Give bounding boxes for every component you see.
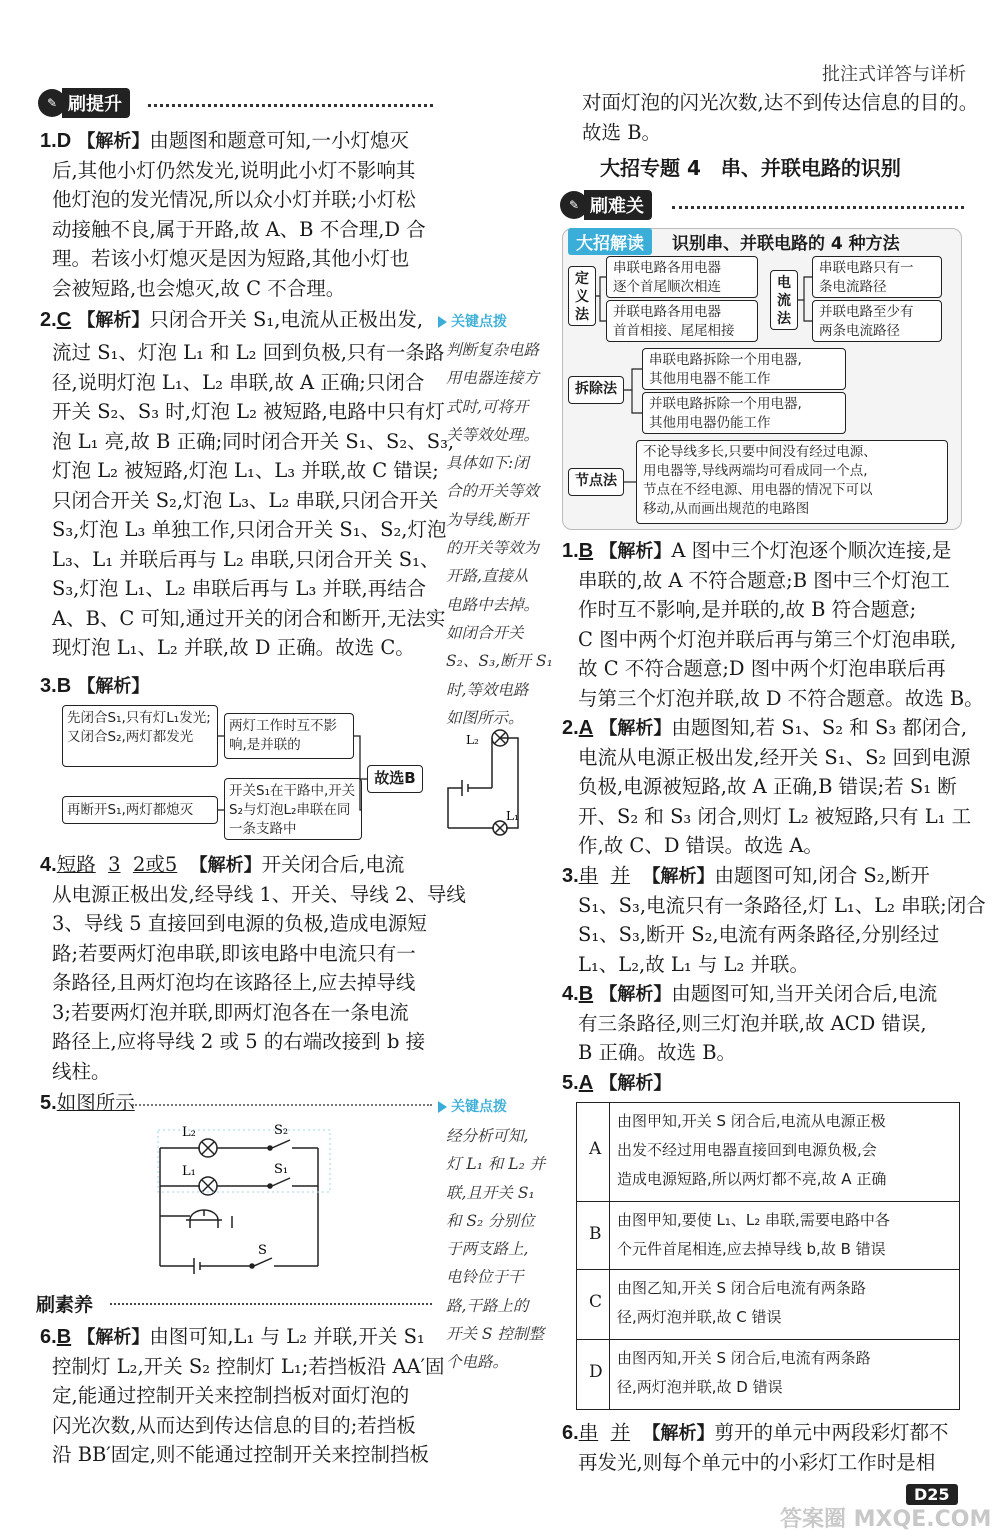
left-q1-line3: 他灯泡的发光情况,所以众小灯并联;小灯松: [52, 188, 416, 211]
method-chaichu: 拆除法: [568, 376, 624, 404]
left-q6-line5: 沿 BB′固定,则不能通过控制开关来控制挡板: [52, 1443, 429, 1466]
label-S2: S₂: [274, 1123, 289, 1138]
left-q4-line3: 3、导线 5 直接回到电源的负极,造成电源短: [52, 912, 427, 935]
chaichu-1: 串联电路拆除一个用电器, 其他用电器不能工作: [642, 348, 846, 390]
right-q1-line3: 作时互不影响,是并联的,故 B 符合题意;: [578, 598, 917, 621]
table-row: A 由图甲知,开关 S 闭合后,电流从电源正极 出发不经过用电器直接回到电源负极,会 造成电源短路,所以两灯都不亮,故 A 正确: [589, 1112, 887, 1188]
left-q2-line8: S₃,灯泡 L₃ 单独工作,只闭合开关 S₁、S₂,灯泡: [52, 518, 447, 541]
right-q2-line1: 2.A 【解析】由题图知,若 S₁、S₂ 和 S₃ 都闭合,: [562, 716, 968, 739]
label-L1: L₁: [182, 1164, 196, 1179]
method-dianliu: 电流法: [770, 270, 798, 330]
dingyi-1: 串联电路各用电器 逐个首尾顺次相连: [606, 256, 758, 298]
page-number: D25: [906, 1484, 958, 1505]
left-q1-line4: 动接触不良,属于开路,故 A、B 不合理,D 合: [52, 217, 426, 241]
right-q6-line2: 再发光,则每个单元中的小彩灯工作时是相: [578, 1450, 936, 1474]
keypoint-label-2: 关键点拨: [438, 1096, 507, 1116]
left-q2-line11: A、B、C 可知,通过开关的闭合和断开,无法实: [52, 606, 446, 630]
right-q3-line3: S₁、S₃,断开 S₂,电流有两条路径,分别经过: [578, 923, 940, 946]
left-q4-line1: 4.短路 3 2或5 【解析】开关闭合后,电流: [40, 853, 405, 876]
right-q2-line4: 开、S₂ 和 S₃ 闭合,则灯 L₂ 被短路,只有 L₁ 工: [578, 804, 972, 828]
left-q4-line6: 3;若要两灯泡并联,即两灯泡各在一条电流: [52, 1000, 409, 1024]
section-suyang: 刷素养: [36, 1294, 94, 1316]
page-header: 批注式详答与详析: [822, 64, 966, 85]
left-q4-line2: 从电源正极出发,经导线 1、开关、导线 2、导线: [52, 882, 466, 906]
method-jiedian: 节点法: [568, 468, 624, 496]
section-title: 大招专题 4 串、并联电路的识别: [600, 156, 901, 180]
right-top-line2: 故选 B。: [582, 120, 662, 144]
dingyi-2: 并联电路各用电器 首首相接、尾尾相接: [606, 300, 758, 342]
right-q1-line6: 与第三个灯泡并联,故 D 不符合题意。故选 B。: [578, 686, 984, 710]
left-q2-line5: 泡 L₁ 亮,故 B 正确;同时闭合开关 S₁、S₂、S₃,: [52, 429, 455, 453]
left-q1-line2: 后,其他小灯仍然发光,说明此小灯不影响其: [52, 158, 416, 182]
table-column-divider: [609, 1103, 610, 1409]
left-q5-line1: 5.如图所示: [40, 1091, 135, 1114]
left-q2-line12: 现灯泡 L₁、L₂ 并联,故 D 正确。故选 C。: [52, 636, 415, 659]
left-q1-line6: 会被短路,也会熄灭,故 C 不合理。: [52, 276, 346, 300]
left-q6-line1: 6.B 【解析】由图可知,L₁ 与 L₂ 并联,开关 S₁: [40, 1325, 425, 1348]
left-q2-line7: 只闭合开关 S₂,灯泡 L₃、L₂ 串联,只闭合开关: [52, 488, 439, 512]
right-q4-line2: 有三条路径,则三灯泡并联,故 ACD 错误,: [578, 1011, 927, 1035]
q3-box-d: 开关S₁在干路中,开关S₂与灯泡L₂串联在同一条支路中: [224, 778, 362, 840]
right-q4-line1: 4.B 【解析】由题图可知,当开关闭合后,电流: [562, 982, 938, 1005]
brush-icon: ✎: [560, 191, 588, 219]
right-q3-line4: L₁、L₂,故 L₁ 与 L₂ 并联。: [578, 952, 810, 976]
chaichu-2: 并联电路拆除一个用电器, 其他用电器仍能工作: [642, 392, 846, 434]
left-q2-line1: 2.C 【解析】只闭合开关 S₁,电流从正极出发,: [40, 308, 424, 331]
equivalent-circuit-diagram: [440, 718, 560, 848]
right-q6-line1: 6.串 并 【解析】剪开的单元中两段彩灯都不: [562, 1421, 949, 1444]
table-row: C 由图乙知,开关 S 闭合后电流有两条路 径,两灯泡并联,故 C 错误: [577, 1269, 959, 1339]
left-q4-line4: 路;若要两灯泡串联,即该电路中电流只有一: [52, 941, 416, 965]
right-q2-line2: 电流从电源正极出发,经开关 S₁、S₂ 回到电源: [578, 745, 971, 769]
q5-circuit-diagram: [150, 1120, 350, 1285]
right-q1-line2: 串联的,故 A 不符合题意;B 图中三个灯泡工: [578, 568, 950, 592]
right-q1-line5: 故 C 不符合题意;D 图中两个灯泡串联后再: [578, 657, 946, 680]
badge-nanguan: ✎ 刷难关: [560, 190, 652, 220]
q3-box-c: 再断开S₁,两灯都熄灭: [62, 796, 218, 824]
left-q4-line5: 条路径,且两灯泡均在该路径上,应去掉导线: [52, 971, 416, 994]
left-q1-line5: 理。若该小灯熄灭是因为短路,其他小灯也: [52, 247, 410, 270]
q3-box-conclusion: 故选B: [367, 765, 423, 793]
right-q4-line3: B 正确。故选 B。: [578, 1041, 737, 1064]
jiedian-1: 不论导线多长,只要中间没有经过电源、 用电器等,导线两端均可看成同一个点, 节点在不经电源、用电器的情况下可以 移动,从而画出规范的电路图: [636, 440, 948, 524]
q5-analysis-table: [576, 1102, 960, 1410]
left-q2-line2: 流过 S₁、灯泡 L₁ 和 L₂ 回到负极,只有一条路: [52, 341, 445, 364]
right-q3-line2: S₁、S₃,电流只有一条路径,灯 L₁、L₂ 串联;闭合: [578, 893, 986, 917]
right-q2-line5: 作,故 C、D 错误。故选 A。: [578, 834, 823, 857]
keypoint-label-1: 关键点拨: [438, 311, 507, 331]
q3-box-a: 先闭合S₁,只有灯L₁发光;又闭合S₂,两灯都发光: [62, 705, 218, 767]
left-q4-line7: 路径上,应将导线 2 或 5 的右端改接到 b 接: [52, 1030, 426, 1053]
right-q1-line1: 1.B 【解析】A 图中三个灯泡逐个顺次连接,是: [562, 539, 952, 562]
right-q5-line1: 5.A 【解析】: [562, 1072, 672, 1094]
right-top-line1: 对面灯泡的闪光次数,达不到传达信息的目的。: [582, 91, 979, 114]
dazhao-tag: 大招解读: [568, 228, 652, 255]
left-q1-line1: 1.D 【解析】由题图和题意可知,一小灯熄灭: [40, 129, 410, 152]
left-q6-line3: 定,能通过控制开关来控制挡板对面灯泡的: [52, 1384, 410, 1407]
watermark: 答案圈 MXQE.COM: [780, 1507, 992, 1532]
dazhao-connectors: [0, 0, 1000, 540]
left-q6-line4: 闪光次数,从而达到传达信息的目的;若挡板: [52, 1413, 416, 1437]
left-q2-line4: 开关 S₂、S₃ 时,灯泡 L₂ 被短路,电路中只有灯: [52, 400, 445, 423]
label-L1: L₁: [506, 809, 519, 823]
table-row: B 由图甲知,要使 L₁、L₂ 串联,需要电路中各 个元件首尾相连,应去掉导线 b,故 B 错误: [577, 1201, 959, 1269]
q2-note: 判断复杂电路 用电器连接方 式时,可将开 关等效处理。 具体如下:闭 合的开关等效 为导线,断开 的开关等效为 开路,直接从 电路中去掉。 如闭合开关 S₂、S₃,断开 S₁ 时,等效电路 如图所示。: [446, 341, 553, 727]
method-dingyi: 定义法: [568, 266, 596, 326]
left-q2-line9: L₃、L₁ 并联后再与 L₂ 串联,只闭合开关 S₁、: [52, 547, 440, 571]
left-q2-line3: 径,说明灯泡 L₁、L₂ 串联,故 A 正确;只闭合: [52, 370, 425, 394]
right-q1-line4: C 图中两个灯泡并联后再与第三个灯泡串联,: [578, 627, 957, 651]
dianliu-2: 并联电路至少有 两条电流路径: [812, 300, 942, 342]
badge-tisheng: ✎ 刷提升: [38, 88, 130, 118]
label-L2: L₂: [466, 733, 479, 747]
dazhao-title: 识别串、并联电路的 4 种方法: [672, 234, 900, 254]
left-q6-line2: 控制灯 L₂,开关 S₂ 控制灯 L₁;若挡板沿 AA′固: [52, 1354, 445, 1378]
label-S1: S₁: [274, 1162, 289, 1177]
right-q2-line3: 负极,电源被短路,故 A 正确,B 错误;若 S₁ 断: [578, 775, 957, 798]
dotted-divider: [110, 1303, 432, 1305]
left-q2-line6: 灯泡 L₂ 被短路,灯泡 L₁、L₃ 并联,故 C 错误;: [52, 459, 439, 482]
left-q4-line8: 线柱。: [52, 1059, 111, 1083]
right-q3-line1: 3.串 并 【解析】由题图可知,闭合 S₂,断开: [562, 864, 930, 887]
arrow-icon: [438, 1101, 447, 1113]
q3-box-b: 两灯工作时互不影响,是并联的: [224, 713, 354, 759]
dotted-divider: [132, 1104, 432, 1106]
table-row: D 由图丙知,开关 S 闭合后,电流有两条路 径,两灯泡并联,故 D 错误: [577, 1339, 959, 1409]
left-q3-line1: 3.B 【解析】: [40, 675, 150, 697]
dianliu-1: 串联电路只有一 条电流路径: [812, 256, 942, 298]
q5-note: 经分析可知, 灯 L₁ 和 L₂ 并 联,且开关 S₁ 和 S₂ 分别位 于两支路上, 电铃位于干 路,干路上的 开关 S 控制整 个电路。: [446, 1127, 546, 1372]
left-q2-line10: S₃,灯泡 L₁、L₂ 串联后再与 L₃ 并联,再结合: [52, 577, 427, 600]
label-S: S: [258, 1243, 267, 1258]
brush-icon: ✎: [38, 89, 66, 117]
label-L2: L₂: [182, 1125, 196, 1140]
